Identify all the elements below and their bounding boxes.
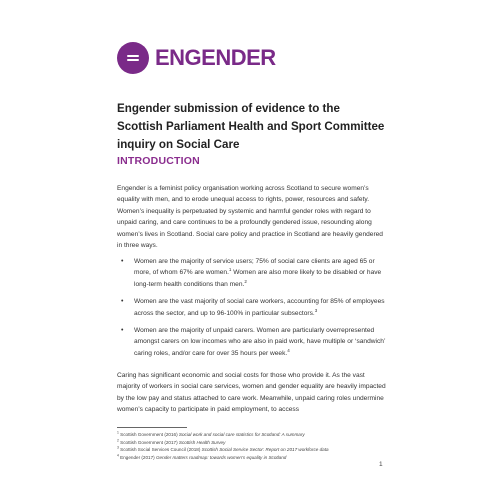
footnote-number: 1: [117, 430, 119, 435]
bullet-icon: •: [121, 258, 124, 265]
footnote-source: Engender (2017): [120, 454, 156, 460]
section-heading: INTRODUCTION: [117, 155, 200, 167]
footnote-title: Scottish Social Service Sector: Report on 2017 workforce data: [201, 447, 329, 453]
footnote-ref[interactable]: 1: [228, 267, 232, 273]
bullet-item: [117, 256, 387, 290]
bullet-icon: •: [121, 327, 124, 335]
bullet-icon: •: [121, 298, 124, 306]
footnote: [117, 454, 407, 462]
footnote: [117, 439, 407, 447]
bullet-text: Women are the vast majority of social care workers, accounting for 85% of employees across the sector, and up to 96-100% in particular subsectors.: [134, 298, 385, 317]
document-title: Engender submission of evidence to the Scottish Parliament Health and Sport Committee inquiry on Social Care: [117, 102, 385, 151]
body-paragraph: Caring has significant economic and social costs for those who provide it. As the vast majority of workers in social care services, women and gender equality are heavily impacted by the low pay and status attached to care work. Meanwhile, unpaid caring roles undermine women’s capacity to participate in paid employment, to access: [117, 372, 386, 414]
page-number: 1: [379, 461, 383, 468]
bullet-item: [117, 296, 387, 319]
bullet-text: Women are the majority of service users; 75% of social care clients are aged 65 or more, of whom 67% are women.: [134, 258, 375, 277]
bullet-text: Women are also more likely to be disabled or have long-term health conditions than men.: [134, 269, 382, 288]
footnote-number: 2: [117, 438, 119, 443]
logo-text: ENGENDER: [155, 45, 276, 70]
footnote-number: 4: [117, 453, 119, 458]
footnote-source: Scottish Government (2017): [120, 439, 179, 445]
footnote: [117, 446, 407, 454]
engender-logo: [117, 42, 276, 74]
footnote-ref[interactable]: 4: [287, 347, 290, 353]
footnote-source: Scottish Government (2016): [120, 432, 179, 437]
footnote-title: Scottish Health Survey: [178, 439, 226, 445]
bullet-text: Women are the majority of unpaid carers. Women are particularly overrepresented amongst carers on low incomes who are also in paid work, have multiple or ‘sandwich’ caring roles, and/or care for over 35 hours per week.: [134, 327, 386, 357]
footnote-title: Social work and social care statistics for Scotland: A summary: [178, 432, 305, 437]
footnote-number: 3: [117, 445, 119, 450]
footnote: [117, 431, 407, 439]
footnote-source: Scottish Social Services Council (2018): [120, 447, 202, 453]
footnote-ref[interactable]: 3: [314, 307, 318, 313]
footnote-divider: [117, 427, 187, 428]
footnote-ref[interactable]: 2: [244, 278, 247, 284]
footnote-title: Gender matters roadmap: towards women’s equality in Scotland: [155, 454, 287, 460]
bullet-list: [117, 256, 387, 365]
equals-sign-icon: [117, 42, 149, 74]
footnotes: [117, 431, 407, 461]
bullet-item: [117, 325, 387, 359]
intro-paragraph: Engender is a feminist policy organisation working across Scotland to secure women’s equality with men, and to erode unequal access to rights, power, resources and safety. Women’s inequality is perpetuated by systemic and harmful gender roles with regard to unpaid caring, and care continues to be a profoundly gendered issue, resounding along women’s lives in Scotland. Social care policy and practice in Scotland are heavily gendered in three ways.: [117, 185, 383, 250]
